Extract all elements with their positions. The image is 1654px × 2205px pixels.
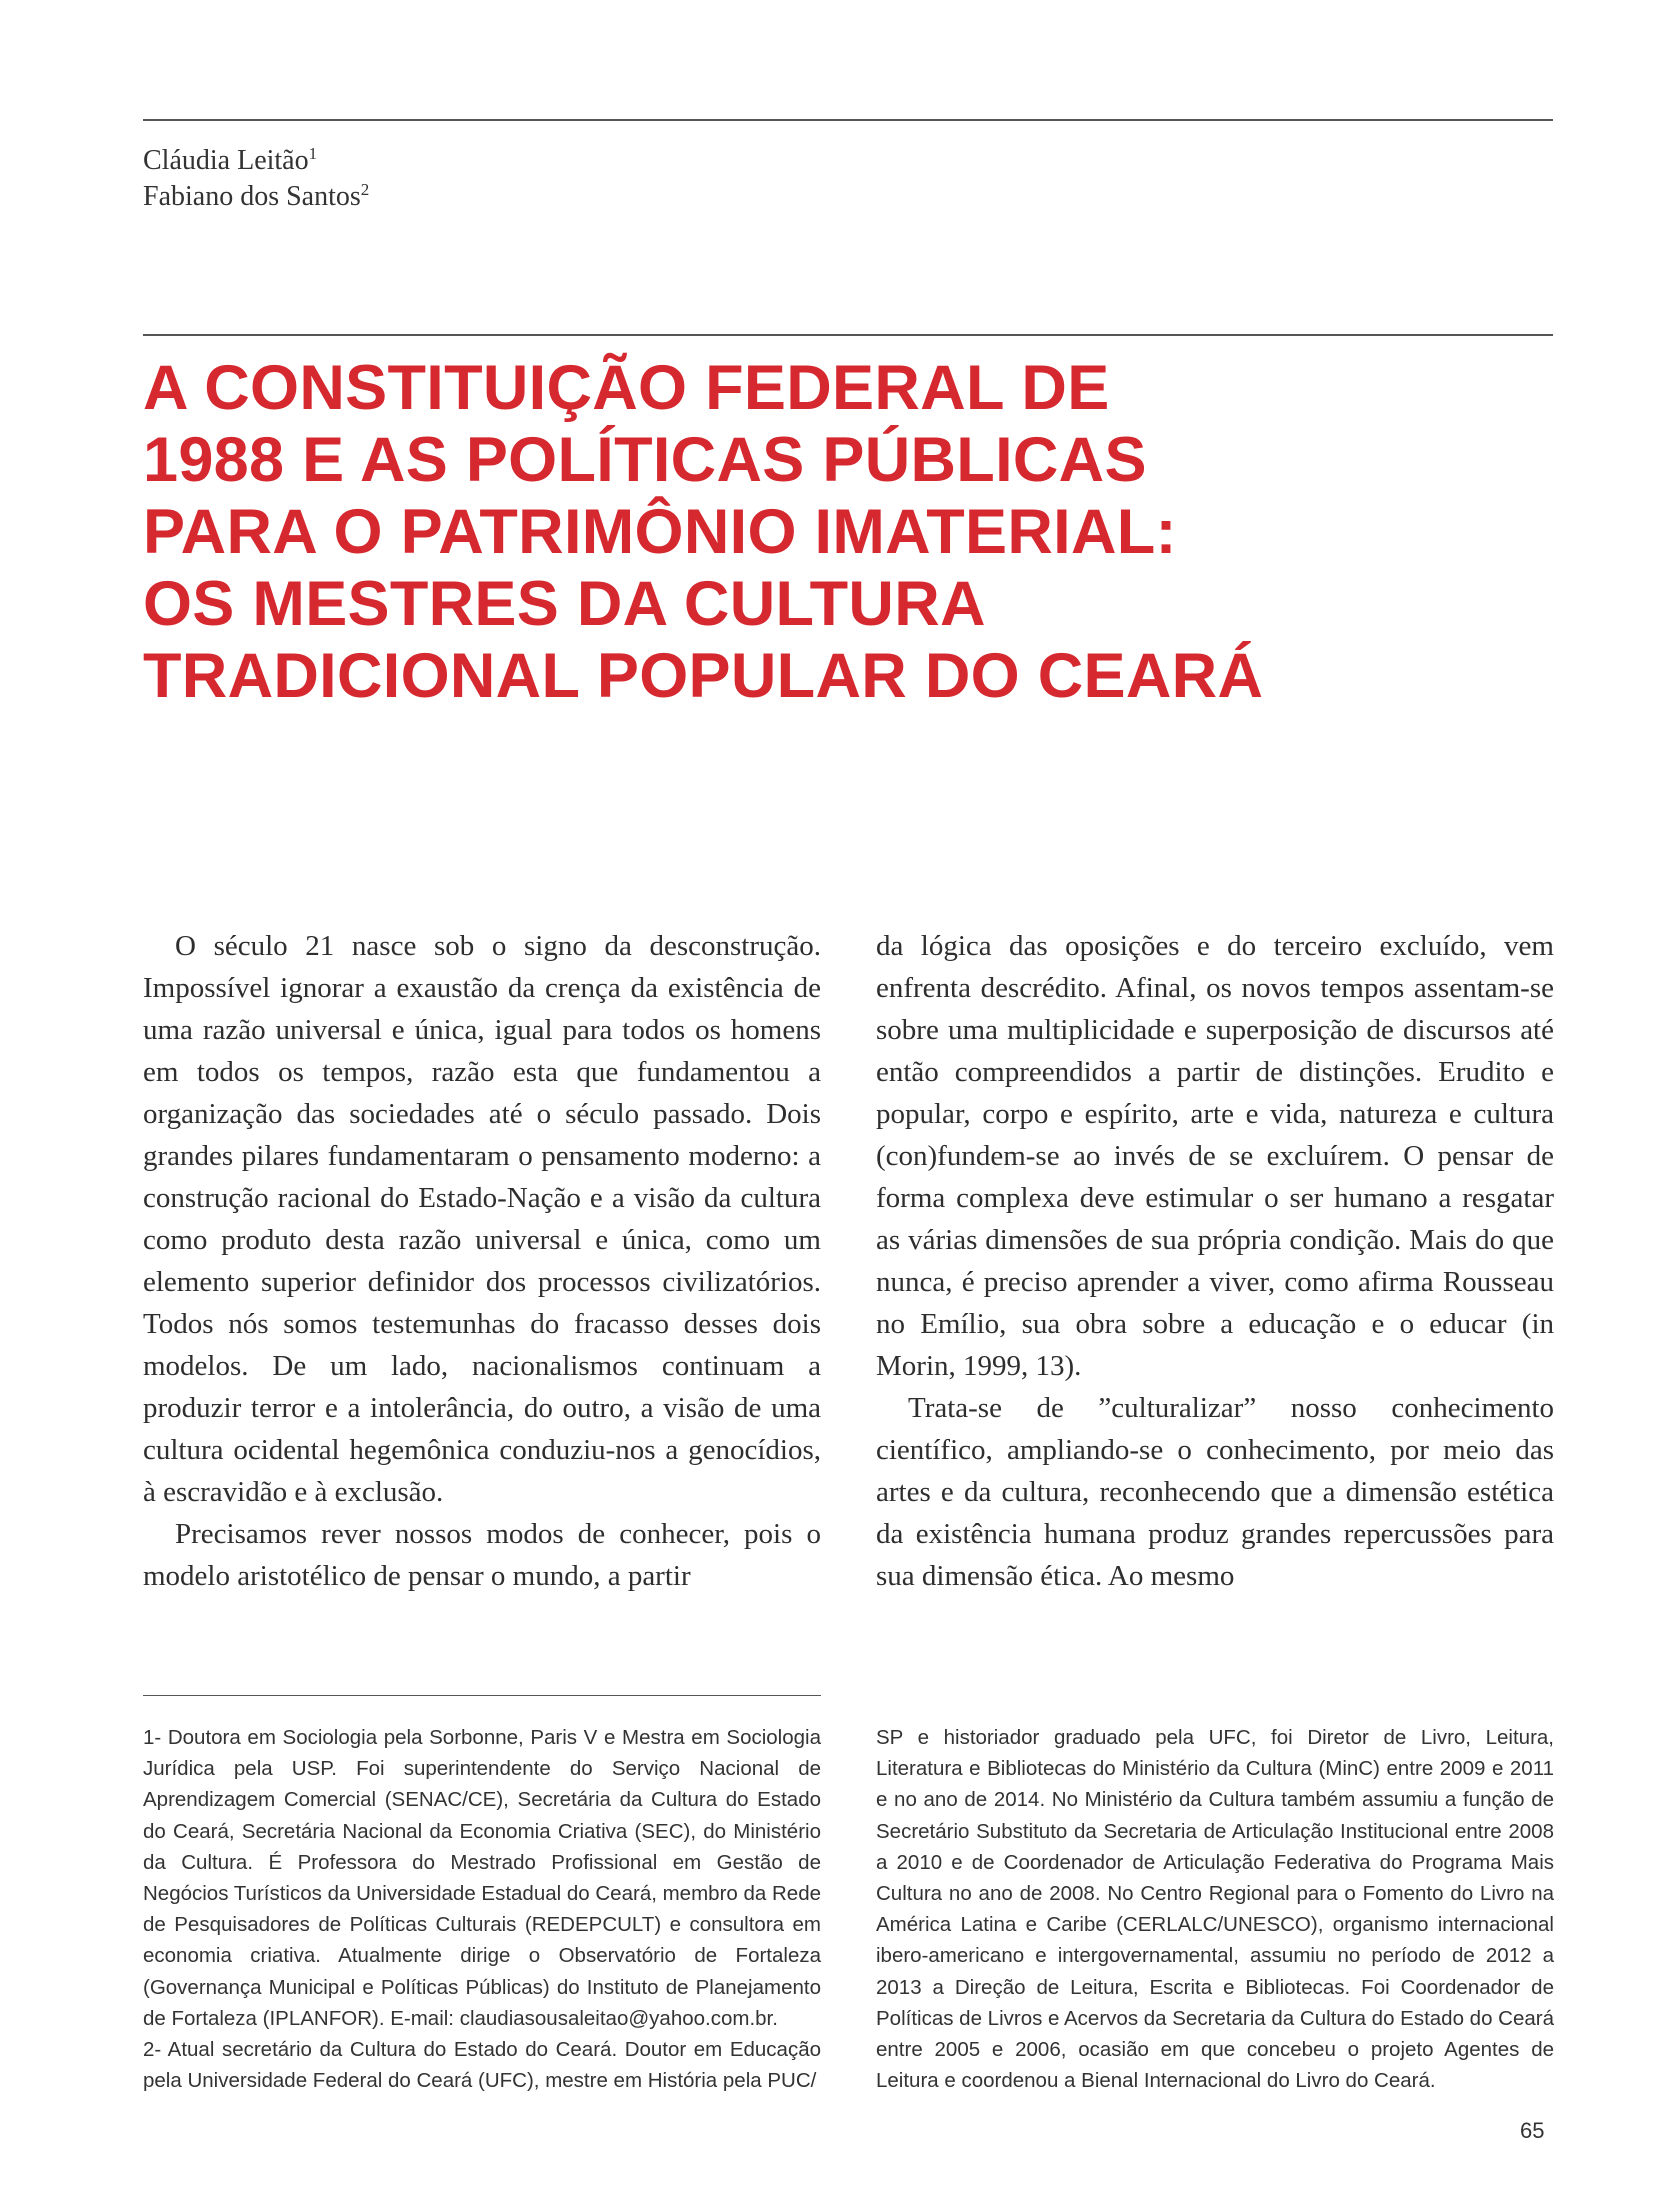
title-rule — [143, 334, 1553, 336]
title-line-2: 1988 E AS POLÍTICAS PÚBLICAS — [143, 425, 1147, 495]
body-paragraph: Trata-se de ”culturalizar” nosso conhecimento científico, ampliando-se o conhecimento, por meio das artes e da cultura, reconhecendo que a dimensão estética da existência humana produz grandes repercussões para sua dimensão ética. Ao mesmo — [876, 1392, 1554, 1592]
author-2 — [143, 179, 369, 215]
body-column-right — [876, 925, 1554, 1597]
page-number: 65 — [1520, 2118, 1545, 2143]
footnote-2: 2- Atual secretário da Cultura do Estado do Ceará. Doutor em Educação pela Universidade Federal do Ceará (UFC), mestre em História pela PUC/ — [143, 2038, 821, 2093]
body-paragraph: da lógica das oposições e do terceiro excluído, vem enfrenta descrédito. Afinal, os novos tempos assentam-se sobre uma multiplicidade e superposição de discursos até então compreendidos a partir de distinções. Erudito e popular, corpo e espírito, arte e vida, natureza e cultura (con)fundem-se ao invés de se excluírem. O pensar de forma complexa deve estimular o ser humano a resgatar as várias dimensões de sua própria condição. Mais do que nunca, é preciso aprender a viver, como afirma Rousseau no Emílio, sua obra sobre a educação e o educar (in Morin, 1999, 13). — [876, 930, 1554, 1382]
author-list — [143, 143, 369, 215]
author-1-note-ref: 1 — [308, 144, 318, 163]
top-rule — [143, 119, 1553, 121]
title-line-3: PARA O PATRIMÔNIO IMATERIAL: — [143, 497, 1177, 567]
footnote-1: 1- Doutora em Sociologia pela Sorbonne, Paris V e Mestra em Sociologia Jurídica pela USP. Foi superintendente do Serviço Nacional de Aprendizagem Comercial (SENAC/CE), Secretária da Cultura do Estado do Ceará, Secretária Nacional da Economia Criativa (SEC), do Ministério da Cultura. É Professora do Mestrado Profissional em Gestão de Negócios Turísticos da Universidade Estadual do Ceará, membro da Rede de Pesquisadores de Políticas Culturais (REDEPCULT) e consultora em economia criativa. Atualmente dirige o Observatório de Fortaleza (Governança Municipal e Políticas Públicas) do Instituto de Planejamento de Fortaleza (IPLANFOR). E-mail: claudiasousaleitao@yahoo.com.br. — [143, 1726, 821, 2030]
body-column-left — [143, 925, 821, 1597]
footnote-rule — [143, 1695, 821, 1696]
author-1-name: Cláudia Leitão — [143, 145, 309, 176]
title-line-1: A CONSTITUIÇÃO FEDERAL DE — [143, 353, 1110, 423]
footnote-2-continued: SP e historiador graduado pela UFC, foi Diretor de Livro, Leitura, Literatura e Bibliotecas do Ministério da Cultura (MinC) entre 2009 e 2011 e no ano de 2014. No Ministério da Cultura também assumiu a função de Secretário Substituto da Secretaria de Articulação Institucional entre 2008 a 2010 e de Coordenador de Articulação Federativa do Programa Mais Cultura no ano de 2008. No Centro Regional para o Fomento do Livro na América Latina e Caribe (CERLALC/UNESCO), organismo internacional ibero-americano e intergovernamental, assumiu no período de 2012 a 2013 a Direção de Leitura, Escrita e Bibliotecas. Foi Coordenador de Políticas de Livros e Acervos da Secretaria da Cultura do Estado do Ceará entre 2005 e 2006, ocasião em que concebeu o projeto Agentes de Leitura e coordenou a Bienal Internacional do Livro do Ceará. — [876, 1726, 1555, 2093]
author-2-name: Fabiano dos Santos — [143, 181, 361, 212]
author-1 — [143, 143, 369, 179]
author-2-note-ref: 2 — [360, 180, 370, 199]
footnotes-column-right — [876, 1722, 1554, 2096]
body-paragraph: O século 21 nasce sob o signo da desconstrução. Impossível ignorar a exaustão da crença da existência de uma razão universal e única, igual para todos os homens em todos os tempos, razão esta que fundamentou a organização das sociedades até o século passado. Dois grandes pilares fundamentaram o pensamento moderno: a construção racional do Estado-Nação e a visão da cultura como produto desta razão universal e única, como um elemento superior definidor dos processos civilizatórios. Todos nós somos testemunhas do fracasso desses dois modelos. De um lado, nacionalismos continuam a produzir terror e a intolerância, do outro, a visão de uma cultura ocidental hegemônica conduziu-nos a genocídios, à escravidão e à exclusão. — [143, 930, 821, 1508]
title-line-4: OS MESTRES DA CULTURA — [143, 569, 986, 639]
title-line-5: TRADICIONAL POPULAR DO CEARÁ — [143, 641, 1264, 711]
body-paragraph: Precisamos rever nossos modos de conhecer, pois o modelo aristotélico de pensar o mundo, a partir — [143, 1518, 821, 1592]
footnotes-column-left — [143, 1722, 821, 2096]
article-title — [143, 352, 1443, 712]
